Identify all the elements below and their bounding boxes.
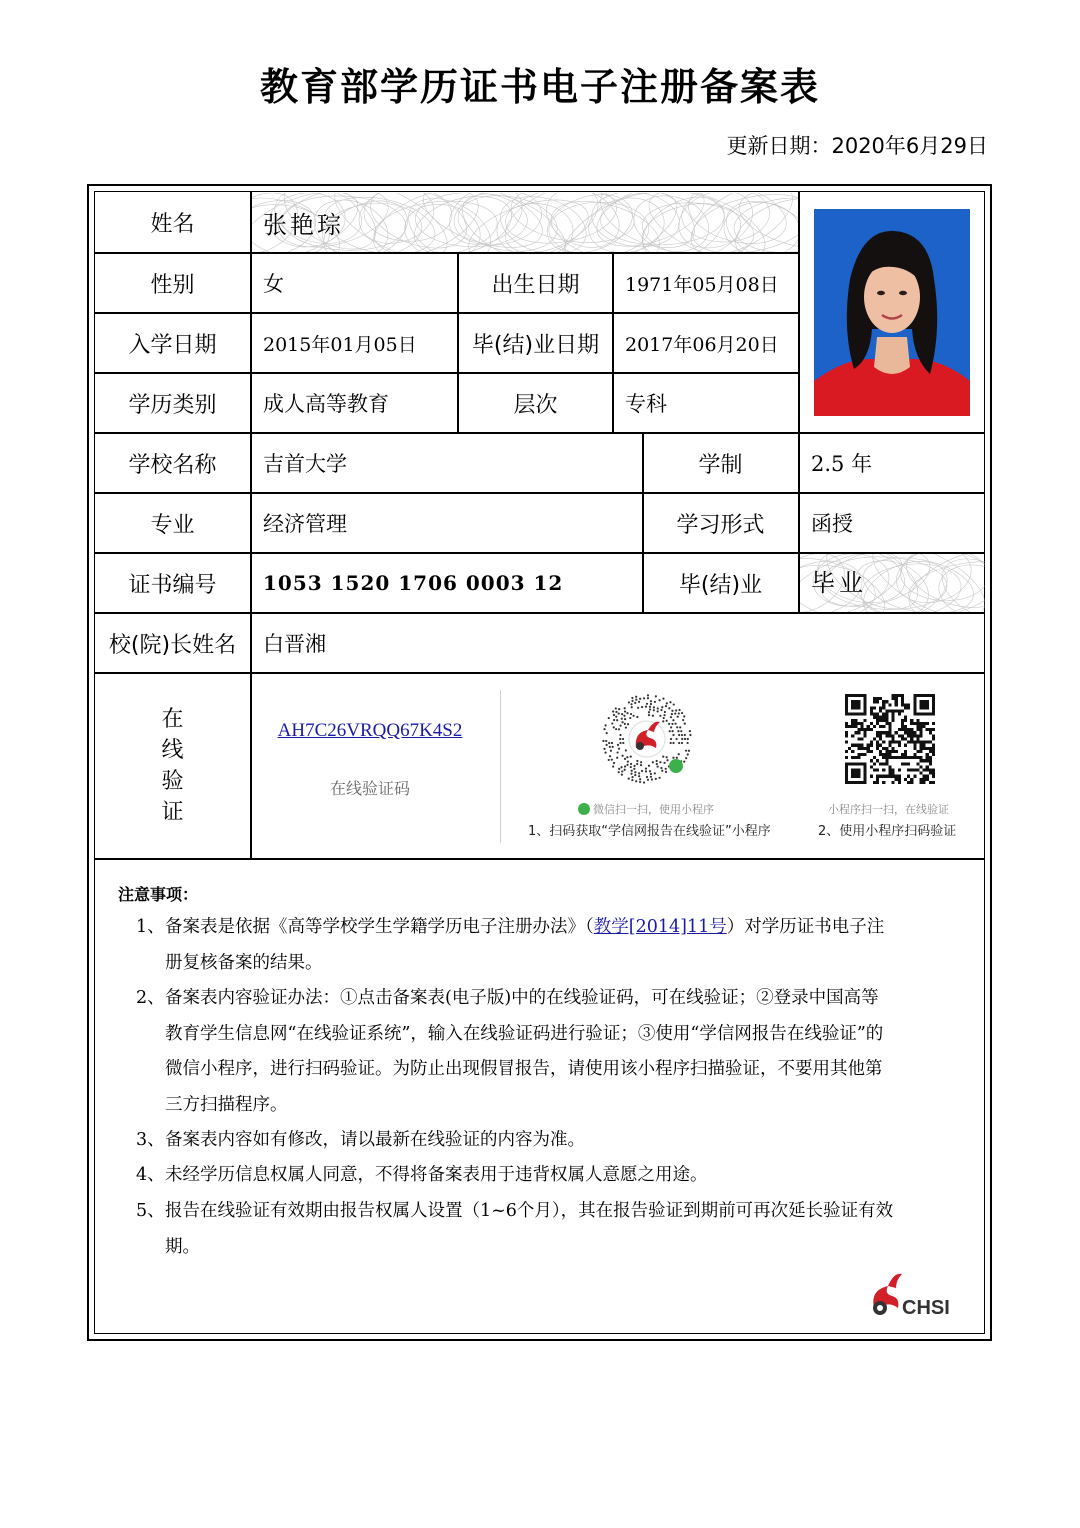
notes-title: 注意事项： — [118, 885, 199, 904]
level-label: 层次 — [513, 392, 558, 418]
online-verify-label — [94, 673, 251, 859]
qr1-small-caption: 微信扫一扫，使用小程序 — [578, 801, 714, 817]
status-value: 毕业 — [811, 569, 867, 597]
name-value: 张艳琮 — [263, 210, 344, 239]
wechat-icon — [578, 803, 590, 815]
student-photo — [814, 209, 970, 416]
status-label: 毕(结)业 — [678, 572, 763, 598]
duration-label: 学制 — [698, 452, 743, 478]
birth-value: 1971年05月08日 — [625, 273, 779, 296]
birth-label: 出生日期 — [491, 272, 580, 298]
category-label: 学历类别 — [128, 392, 217, 418]
president-label: 校(院)长姓名 — [108, 632, 237, 658]
gender-value: 女 — [263, 272, 284, 296]
grad-value: 2017年06月20日 — [625, 333, 779, 356]
verify-char: 在 — [161, 707, 184, 732]
grad-label: 毕(结)业日期 — [471, 332, 600, 358]
update-date: 更新日期：2020年6月29日 — [726, 134, 988, 158]
note-item-3: 3、 备案表内容如有修改，请以最新在线验证的内容为准。 — [136, 1130, 585, 1150]
enroll-value: 2015年01月05日 — [263, 333, 417, 356]
president-value: 白晋湘 — [263, 632, 326, 656]
name-label: 姓名 — [150, 211, 195, 237]
cert-label: 证书编号 — [128, 572, 217, 598]
verify-char: 证 — [161, 800, 184, 825]
cert-value: 1053 1520 1706 0003 12 — [263, 571, 564, 595]
verification-code-label: 在线验证码 — [329, 779, 410, 798]
duration-value: 2.5 年 — [811, 452, 873, 476]
svg-text:CHSI: CHSI — [902, 1297, 950, 1319]
verify-divider — [500, 690, 501, 843]
category-value: 成人高等教育 — [263, 392, 389, 416]
form-value: 函授 — [811, 512, 853, 536]
verification-code-link[interactable]: AH7C26VRQQ67K4S2 — [277, 720, 463, 741]
qr-code-icon[interactable] — [845, 694, 935, 784]
regulation-link[interactable]: 教学[2014]11号 — [593, 917, 727, 937]
note-item-4: 4、 未经学历信息权属人同意，不得将备案表用于违背权属人意愿之用途。 — [136, 1165, 708, 1185]
major-value: 经济管理 — [263, 512, 347, 536]
note-item-1: 1、 备案表是依据《高等学校学生学籍学历电子注册办法》（教学[2014]11号）对学历证书电子注册复核备案的结果。 — [136, 917, 885, 973]
level-value: 专科 — [625, 392, 667, 416]
wechat-mini-qr-icon[interactable] — [600, 692, 694, 786]
note-item-5: 5、 报告在线验证有效期由报告权属人设置（1~6个月），其在报告验证到期前可再次延长验证有效期。 — [136, 1201, 894, 1257]
qr2-caption: 2、使用小程序扫码验证 — [818, 824, 957, 839]
school-label: 学校名称 — [128, 452, 217, 478]
qr2-small-caption: 小程序扫一扫，在线验证 — [828, 803, 949, 816]
verify-char: 验 — [161, 769, 184, 794]
page-title: 教育部学历证书电子注册备案表 — [259, 65, 820, 109]
verify-char: 线 — [161, 738, 184, 763]
note-item-2: 2、 备案表内容验证办法：①点击备案表(电子版)中的在线验证码，可在线验证；②登录中国高等教育学生信息网“在线验证系统”，输入在线验证码进行验证；③使用“学信网报告在线验证”的微信小程序，进行扫码验证。为防止出现假冒报告，请使用该小程序扫描验证，不要用其他第三方扫描程序。 — [136, 988, 884, 1115]
form-label: 学习形式 — [676, 512, 765, 538]
chsi-logo-icon — [862, 1268, 962, 1322]
major-label: 专业 — [150, 512, 195, 538]
school-value: 吉首大学 — [263, 452, 347, 476]
enroll-label: 入学日期 — [128, 332, 217, 358]
gender-label: 性别 — [150, 272, 195, 298]
qr1-caption: 1、扫码获取“学信网报告在线验证”小程序 — [528, 824, 771, 839]
